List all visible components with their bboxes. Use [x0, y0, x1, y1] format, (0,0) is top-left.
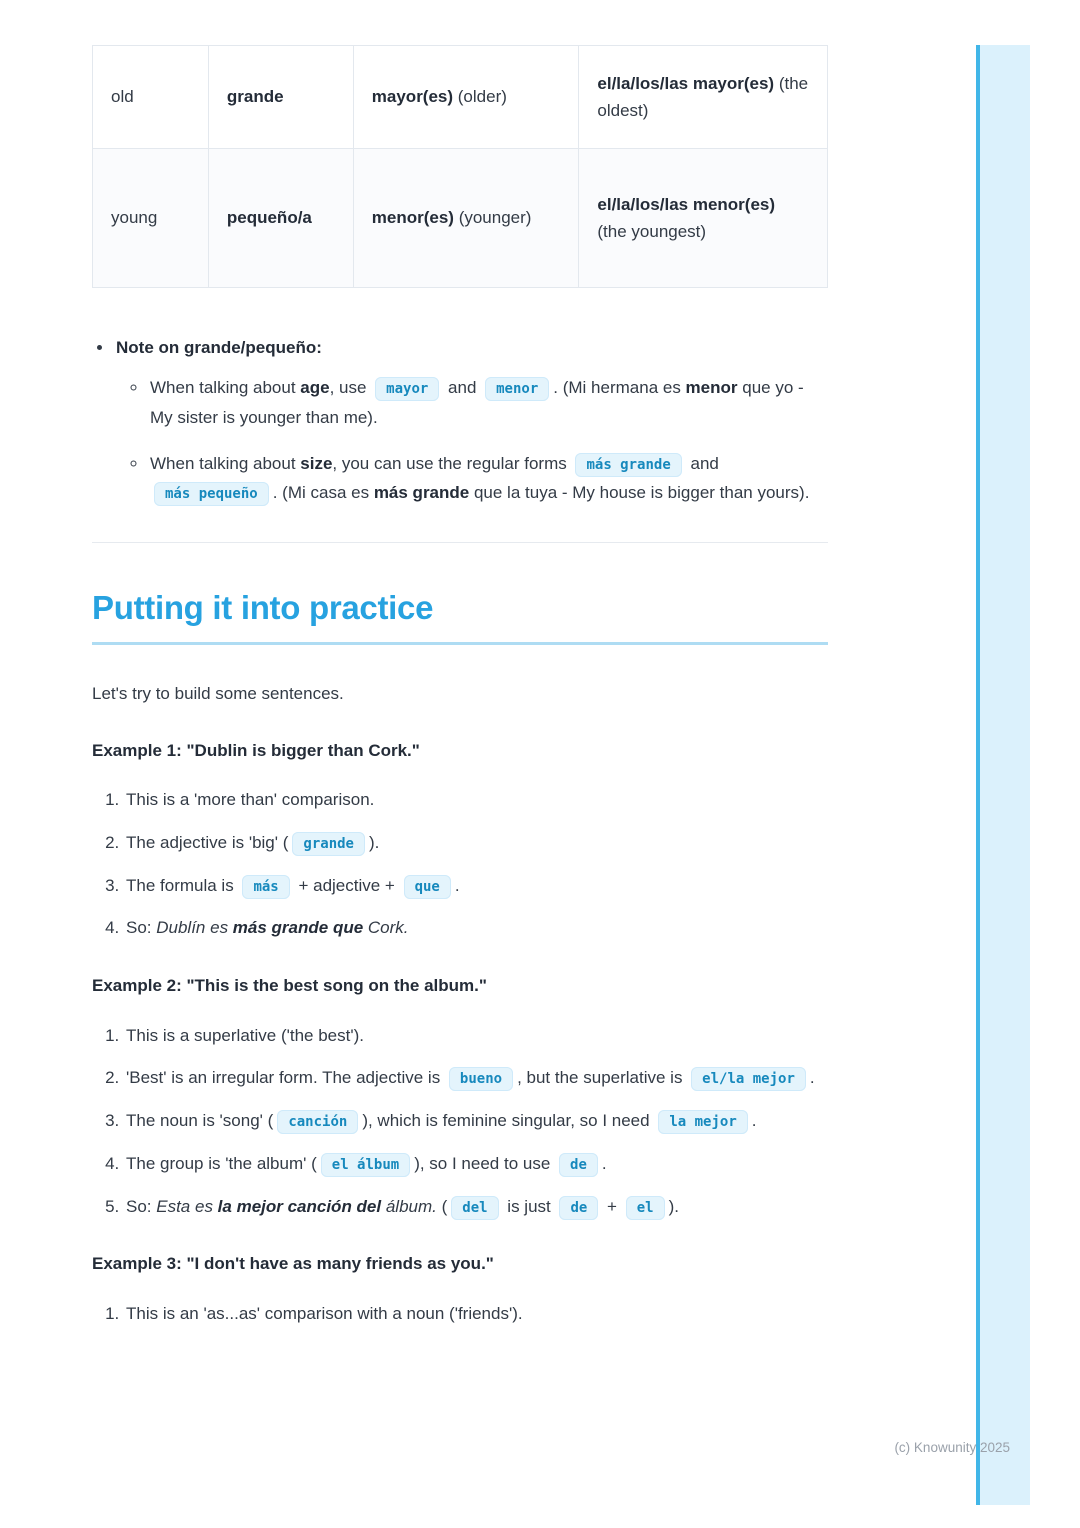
table-cell: old [93, 46, 209, 149]
copyright-footer: (c) Knowunity 2025 [894, 1440, 1010, 1455]
code-chip: canción [277, 1110, 358, 1134]
table-row [93, 149, 828, 288]
code-chip: del [451, 1196, 498, 1220]
example-3-title: Example 3: "I don't have as many friends as you." [92, 1254, 494, 1274]
code-chip: más pequeño [154, 482, 269, 506]
list-item: ◦ When talking about size, you can use the regular forms más grande and más pequeño . (Mi casa es más grande que la tuya - My house is bigger than yours). [148, 449, 828, 509]
code-chip: el/la mejor [691, 1067, 806, 1091]
example-2-title: Example 2: "This is the best song on the album." [92, 976, 487, 996]
example-3-steps [92, 1299, 828, 1329]
code-chip: más grande [575, 453, 681, 477]
comparison-table [92, 45, 828, 288]
table-cell: pequeño/a [208, 149, 353, 288]
table-row [93, 46, 828, 149]
list-item: 3. The formula is más + adjective + que . [124, 871, 828, 901]
code-chip: menor [485, 377, 549, 401]
list-item: 2. The adjective is 'big' ( grande ). [124, 828, 828, 858]
code-chip: que [404, 875, 451, 899]
table-cell: menor(es) (younger) [353, 149, 579, 288]
list-item: 3. The noun is 'song' ( canción ), which is feminine singular, so I need la mejor . [124, 1106, 828, 1136]
list-item: 4. So: Dublín es más grande que Cork. [124, 913, 828, 943]
code-chip: grande [292, 832, 365, 856]
list-item: 5. So: Esta es la mejor canción del álbum. ( del is just de + el ). [124, 1192, 828, 1222]
document-content [92, 45, 828, 1342]
list-item: 1. This is a 'more than' comparison. [124, 785, 828, 815]
list-item: 1. This is an 'as...as' comparison with a noun ('friends'). [124, 1299, 828, 1329]
list-item: ◦ When talking about age, use mayor and menor . (Mi hermana es menor que yo - My sister is younger than me). [148, 373, 828, 433]
code-chip: bueno [449, 1067, 513, 1091]
section-divider [92, 542, 828, 543]
table-cell: mayor(es) (older) [353, 46, 579, 149]
note-title: Note on grande/pequeño: [116, 338, 322, 357]
example-1-steps [92, 785, 828, 943]
list-item: 1. This is a superlative ('the best'). [124, 1021, 828, 1051]
intro-paragraph: Let's try to build some sentences. [92, 684, 344, 704]
comparison-table-body [93, 46, 828, 288]
table-cell: el/la/los/las mayor(es) (the oldest) [579, 46, 828, 149]
code-chip: mayor [375, 377, 439, 401]
code-chip: de [559, 1196, 598, 1220]
list-item: 2. 'Best' is an irregular form. The adjective is bueno , but the superlative is el/la mejor . [124, 1063, 828, 1093]
notes-list [92, 334, 828, 508]
note-item [114, 334, 828, 508]
practice-heading: Putting it into practice [92, 589, 828, 645]
code-chip: el [626, 1196, 665, 1220]
example-1-title: Example 1: "Dublin is bigger than Cork." [92, 740, 420, 760]
list-item: 4. The group is 'the album' ( el álbum ), so I need to use de . [124, 1149, 828, 1179]
code-chip: la mejor [658, 1110, 747, 1134]
code-chip: de [559, 1153, 598, 1177]
table-cell: young [93, 149, 209, 288]
code-chip: más [242, 875, 289, 899]
page-edge-decoration [976, 45, 1030, 1505]
code-chip: el álbum [321, 1153, 410, 1177]
table-cell: el/la/los/las menor(es) (the youngest) [579, 149, 828, 288]
sub-notes-list [116, 373, 828, 508]
example-2-steps [92, 1021, 828, 1222]
table-cell: grande [208, 46, 353, 149]
